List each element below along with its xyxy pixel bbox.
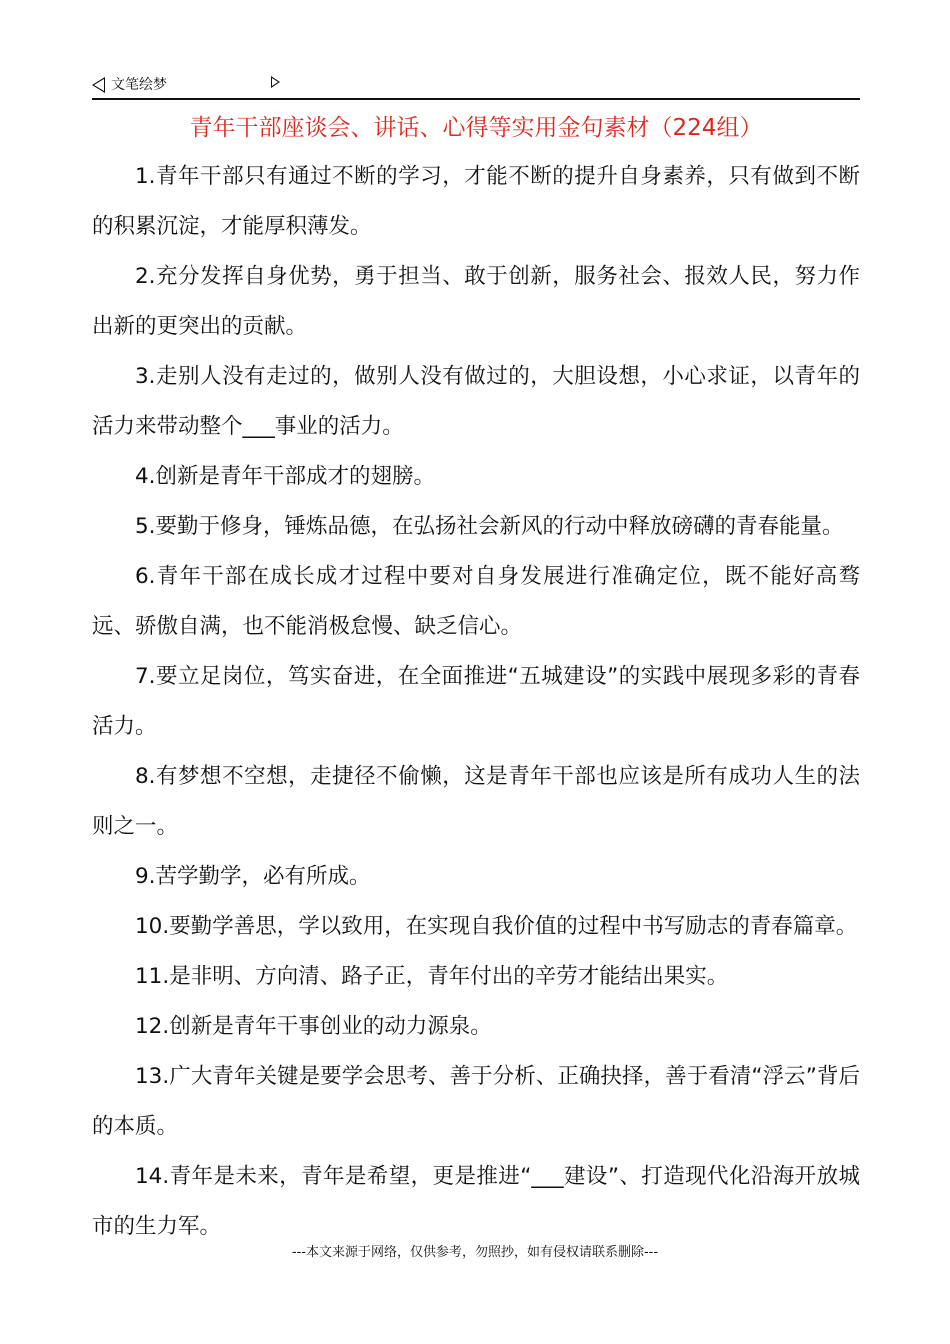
paragraph-item: 5.要勤于修身，锤炼品德，在弘扬社会新风的行动中释放磅礴的青春能量。 — [135, 514, 844, 539]
paragraph-item: 4.创新是青年干部成才的翅膀。 — [135, 464, 436, 489]
paragraph-item: 14.青年是未来，青年是希望，更是推进“___建设”、打造现代化沿海开放城市的生力军。 — [92, 1164, 860, 1239]
paragraph-item: 10.要勤学善思，学以致用，在实现自我价值的过程中书写励志的青春篇章。 — [135, 914, 858, 939]
paragraph-item: 12.创新是青年干事创业的动力源泉。 — [135, 1014, 492, 1039]
footer-notice: ---本文来源于网络，仅供参考，勿照抄，如有侵权请联系删除--- — [291, 1245, 659, 1260]
document-body — [92, 152, 860, 1252]
triangle-right-outline-icon — [271, 76, 280, 88]
paragraph-item: 2.充分发挥自身优势，勇于担当、敢于创新，服务社会、报效人民，努力作出新的更突出的贡献。 — [92, 264, 860, 339]
page-header — [92, 74, 860, 100]
paragraph-item: 9.苦学勤学，必有所成。 — [135, 864, 371, 889]
paragraph-item: 3.走别人没有走过的，做别人没有做过的，大胆设想，小心求证，以青年的活力来带动整个___事业的活力。 — [92, 364, 860, 439]
paragraph-item: 13.广大青年关键是要学会思考、善于分析、正确抉择，善于看清“浮云”背后的本质。 — [92, 1064, 860, 1139]
paragraph-item: 7.要立足岗位，笃实奋进，在全面推进“五城建设”的实践中展现多彩的青春活力。 — [92, 664, 860, 739]
paragraph-item: 8.有梦想不空想，走捷径不偷懒，这是青年干部也应该是所有成功人生的法则之一。 — [92, 764, 860, 839]
paragraph-item: 11.是非明、方向清、路子正，青年付出的辛劳才能结出果实。 — [135, 964, 729, 989]
paragraph-item: 1.青年干部只有通过不断的学习，才能不断的提升自身素养，只有做到不断的积累沉淀，才能厚积薄发。 — [92, 164, 860, 239]
triangle-left-outline-icon — [92, 77, 105, 93]
paragraph-item: 6.青年干部在成长成才过程中要对自身发展进行准确定位，既不能好高骛远、骄傲自满，也不能消极怠慢、缺乏信心。 — [92, 564, 860, 639]
document-title: 青年干部座谈会、讲话、心得等实用金句素材（224组） — [189, 115, 763, 141]
header-brand: 文笔绘梦 — [111, 77, 167, 93]
